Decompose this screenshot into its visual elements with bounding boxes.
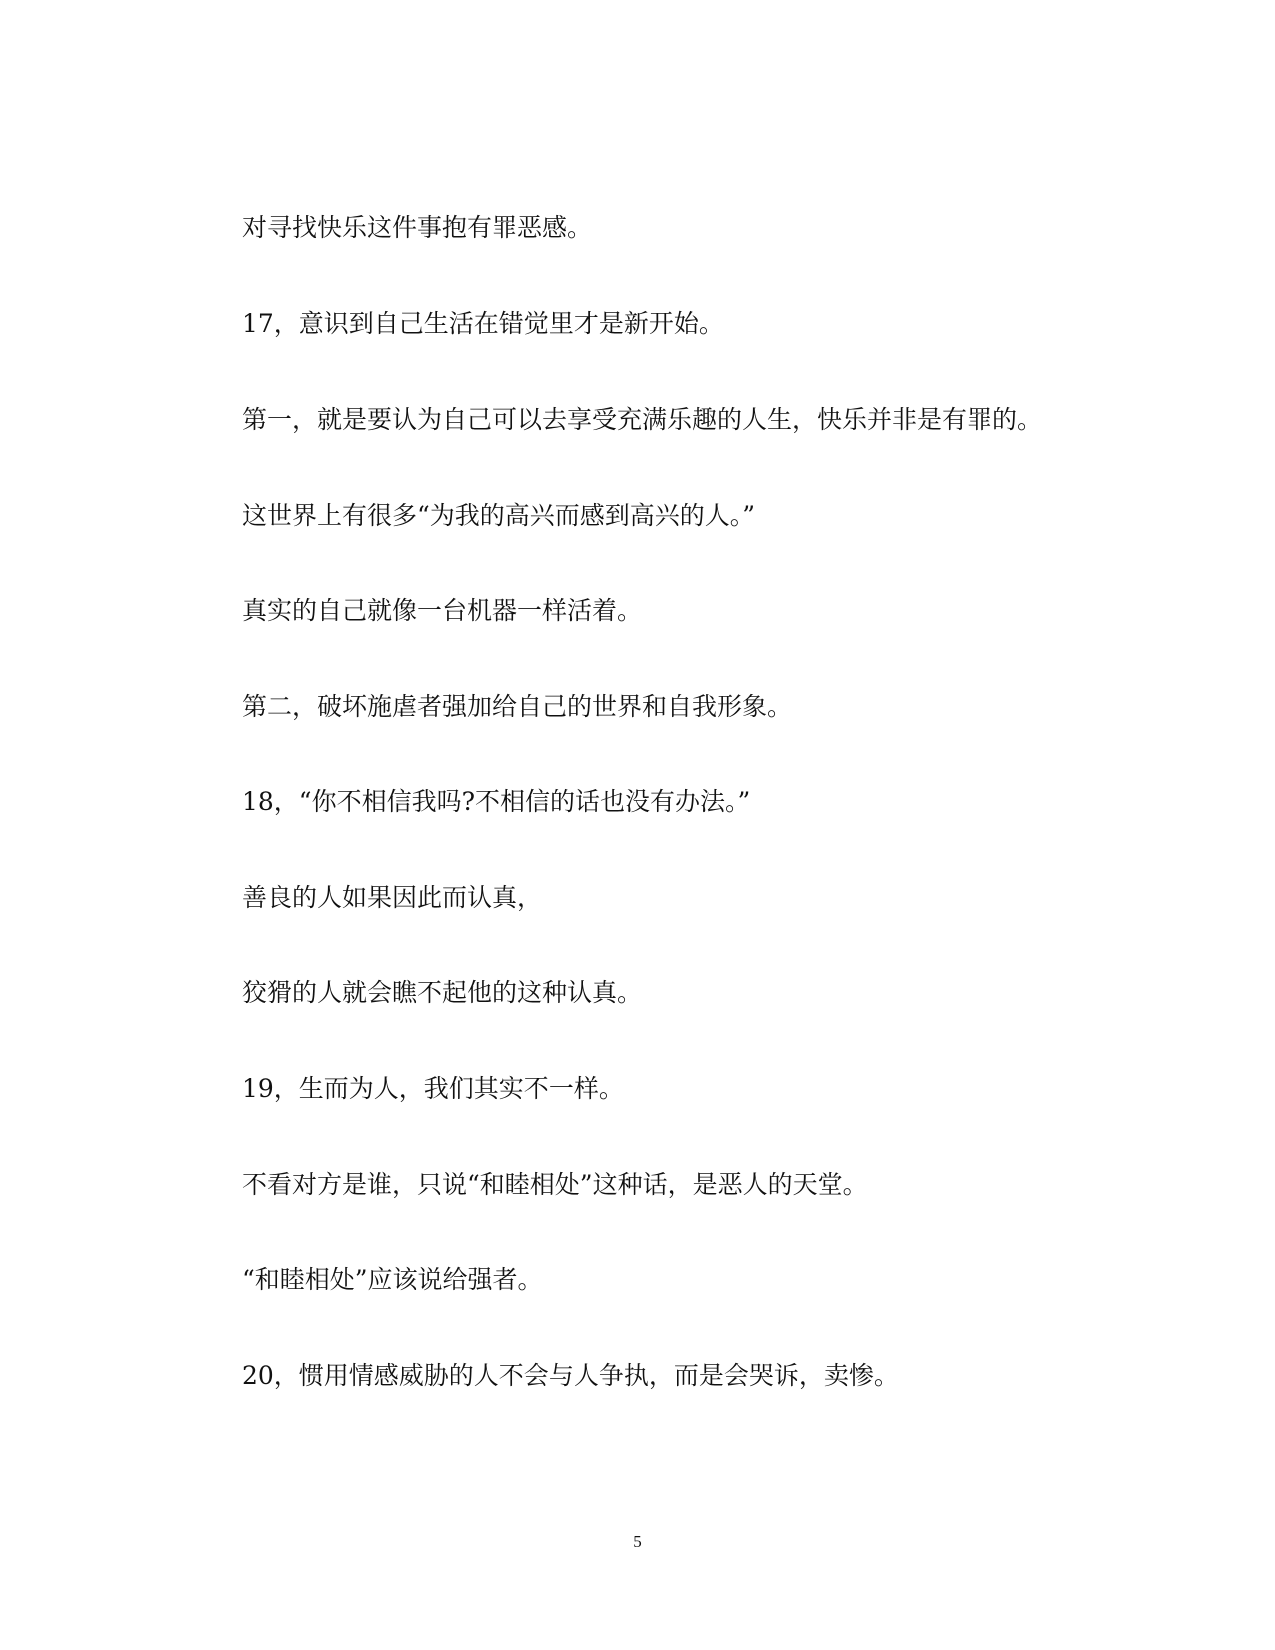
text-line: 17，意识到自己生活在错觉里才是新开始。 (242, 309, 724, 338)
text-line: 这世界上有很多“为我的高兴而感到高兴的人。” (242, 501, 756, 530)
text-line: 对寻找快乐这件事抱有罪恶感。 (242, 213, 593, 242)
page-number: 5 (633, 1532, 642, 1551)
text-line: 第一，就是要认为自己可以去享受充满乐趣的人生，快乐并非是有罪的。 (242, 405, 1043, 434)
text-line: 善良的人如果因此而认真， (242, 883, 543, 912)
text-line: 第二，破坏施虐者强加给自己的世界和自我形象。 (242, 692, 793, 721)
text-line: 18，“你不相信我吗?不相信的话也没有办法。” (242, 787, 751, 816)
text-line: 狡猾的人就会瞧不起他的这种认真。 (242, 978, 643, 1007)
text-line: 不看对方是谁，只说“和睦相处”这种话，是恶人的天堂。 (242, 1170, 868, 1199)
text-line: 真实的自己就像一台机器一样活着。 (242, 596, 643, 625)
text-line: “和睦相处”应该说给强者。 (242, 1265, 543, 1294)
text-line: 20，惯用情感威胁的人不会与人争执，而是会哭诉，卖惨。 (242, 1361, 899, 1390)
text-line: 19，生而为人，我们其实不一样。 (242, 1074, 624, 1103)
